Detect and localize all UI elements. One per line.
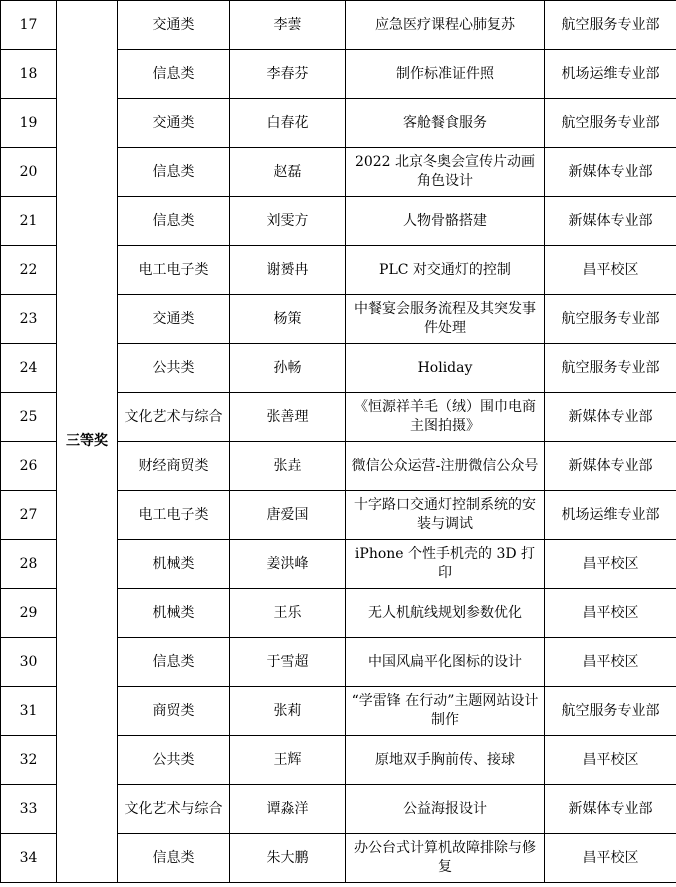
row-number: 33 [1, 785, 57, 834]
category-cell: 电工电子类 [118, 246, 230, 295]
category-cell: 公共类 [118, 344, 230, 393]
department-cell: 机场运维专业部 [545, 50, 676, 99]
name-cell: 刘雯方 [230, 197, 346, 246]
project-cell: “学雷锋 在行动”主题网站设计制作 [346, 687, 545, 736]
name-cell: 王辉 [230, 736, 346, 785]
row-number: 25 [1, 393, 57, 442]
name-cell: 白春花 [230, 99, 346, 148]
row-number: 26 [1, 442, 57, 491]
table-row [1, 1, 676, 50]
department-cell: 新媒体专业部 [545, 785, 676, 834]
category-cell: 信息类 [118, 148, 230, 197]
category-cell: 公共类 [118, 736, 230, 785]
project-cell: 原地双手胸前传、接球 [346, 736, 545, 785]
department-cell: 航空服务专业部 [545, 687, 676, 736]
category-cell: 机械类 [118, 540, 230, 589]
award-level-cell: 三等奖 [57, 1, 118, 883]
row-number: 30 [1, 638, 57, 687]
name-cell: 李蕓 [230, 1, 346, 50]
row-number: 24 [1, 344, 57, 393]
row-number: 23 [1, 295, 57, 344]
row-number: 18 [1, 50, 57, 99]
category-cell: 交通类 [118, 99, 230, 148]
name-cell: 孙畅 [230, 344, 346, 393]
row-number: 20 [1, 148, 57, 197]
name-cell: 李春芬 [230, 50, 346, 99]
row-number: 29 [1, 589, 57, 638]
department-cell: 航空服务专业部 [545, 344, 676, 393]
category-cell: 信息类 [118, 50, 230, 99]
category-cell: 交通类 [118, 1, 230, 50]
name-cell: 谢赟冉 [230, 246, 346, 295]
department-cell: 航空服务专业部 [545, 1, 676, 50]
category-cell: 财经商贸类 [118, 442, 230, 491]
name-cell: 张垚 [230, 442, 346, 491]
project-cell: 中国风扁平化图标的设计 [346, 638, 545, 687]
department-cell: 航空服务专业部 [545, 99, 676, 148]
name-cell: 姜洪峰 [230, 540, 346, 589]
category-cell: 电工电子类 [118, 491, 230, 540]
department-cell: 新媒体专业部 [545, 197, 676, 246]
project-cell: 微信公众运营-注册微信公众号 [346, 442, 545, 491]
project-cell: PLC 对交通灯的控制 [346, 246, 545, 295]
project-cell: 办公台式计算机故障排除与修复 [346, 834, 545, 883]
project-cell: 制作标准证件照 [346, 50, 545, 99]
category-cell: 信息类 [118, 834, 230, 883]
department-cell: 新媒体专业部 [545, 148, 676, 197]
row-number: 32 [1, 736, 57, 785]
name-cell: 赵磊 [230, 148, 346, 197]
project-cell: 客舱餐食服务 [346, 99, 545, 148]
category-cell: 信息类 [118, 197, 230, 246]
department-cell: 昌平校区 [545, 834, 676, 883]
department-cell: 昌平校区 [545, 540, 676, 589]
name-cell: 唐爱国 [230, 491, 346, 540]
project-cell: 《恒源祥羊毛（绒）围巾电商主图拍摄》 [346, 393, 545, 442]
project-cell: 公益海报设计 [346, 785, 545, 834]
name-cell: 张莉 [230, 687, 346, 736]
category-cell: 交通类 [118, 295, 230, 344]
department-cell: 昌平校区 [545, 638, 676, 687]
row-number: 19 [1, 99, 57, 148]
category-cell: 信息类 [118, 638, 230, 687]
name-cell: 王乐 [230, 589, 346, 638]
category-cell: 文化艺术与综合 [118, 393, 230, 442]
awards-table-body [1, 1, 676, 883]
category-cell: 机械类 [118, 589, 230, 638]
project-cell: 中餐宴会服务流程及其突发事件处理 [346, 295, 545, 344]
name-cell: 张善理 [230, 393, 346, 442]
department-cell: 航空服务专业部 [545, 295, 676, 344]
row-number: 17 [1, 1, 57, 50]
project-cell: 应急医疗课程心肺复苏 [346, 1, 545, 50]
name-cell: 杨策 [230, 295, 346, 344]
department-cell: 机场运维专业部 [545, 491, 676, 540]
category-cell: 商贸类 [118, 687, 230, 736]
name-cell: 谭淼洋 [230, 785, 346, 834]
project-cell: 十字路口交通灯控制系统的安装与调试 [346, 491, 545, 540]
row-number: 28 [1, 540, 57, 589]
department-cell: 新媒体专业部 [545, 442, 676, 491]
department-cell: 昌平校区 [545, 736, 676, 785]
name-cell: 朱大鹏 [230, 834, 346, 883]
department-cell: 昌平校区 [545, 246, 676, 295]
department-cell: 昌平校区 [545, 589, 676, 638]
row-number: 31 [1, 687, 57, 736]
row-number: 27 [1, 491, 57, 540]
project-cell: 无人机航线规划参数优化 [346, 589, 545, 638]
row-number: 22 [1, 246, 57, 295]
project-cell: Holiday [346, 344, 545, 393]
row-number: 21 [1, 197, 57, 246]
project-cell: 2022 北京冬奥会宣传片动画角色设计 [346, 148, 545, 197]
department-cell: 新媒体专业部 [545, 393, 676, 442]
name-cell: 于雪超 [230, 638, 346, 687]
row-number: 34 [1, 834, 57, 883]
project-cell: iPhone 个性手机壳的 3D 打印 [346, 540, 545, 589]
category-cell: 文化艺术与综合 [118, 785, 230, 834]
project-cell: 人物骨骼搭建 [346, 197, 545, 246]
